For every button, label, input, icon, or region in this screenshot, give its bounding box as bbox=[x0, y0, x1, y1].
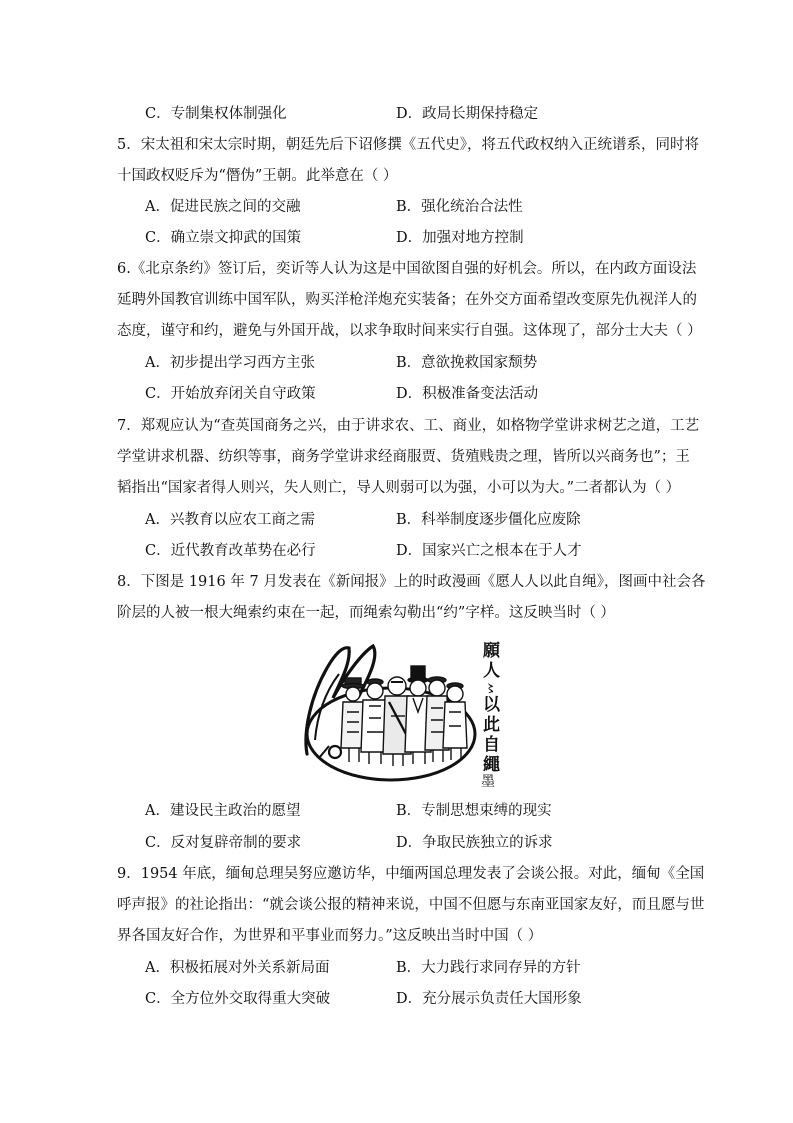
q5-option-d: D．加强对地方控制 bbox=[396, 230, 524, 246]
q4-option-c: C．专制集权体制强化 bbox=[145, 106, 287, 122]
q5-stem-line-2: 十国政权贬斥为“僭伪”王朝。此举意在（ ） bbox=[117, 168, 398, 184]
q6-stem-line-1: 6.《北京条约》签订后，奕䜣等人认为这是中国欲图自强的好机会。所以，在内政方面设法 bbox=[117, 261, 697, 277]
q6-option-a: A．初步提出学习西方主张 bbox=[145, 355, 315, 371]
q9-stem-line-2: 呼声报》的社论指出：“就会谈公报的精神来说，中国不但愿与东南亚国家友好，而且愿与世 bbox=[117, 897, 705, 913]
rope-tail bbox=[319, 746, 329, 758]
artist-signature: 墨 bbox=[481, 774, 495, 788]
q6-stem-line-2: 延聘外国教官训练中国军队，购买洋枪洋炮充实装备；在外交方面希望改变原先仇视洋人的 bbox=[117, 292, 697, 308]
cartoon-caption bbox=[482, 640, 501, 775]
caption-char-5: 此 bbox=[483, 715, 500, 735]
q7-option-a: A．兴教育以应农工商之需 bbox=[145, 512, 315, 528]
q5-stem-line-1: 5．宋太祖和宋太宗时期，朝廷先后下诏修撰《五代史》，将五代政权纳入正统谱系，同时将 bbox=[117, 137, 699, 153]
q8-option-a: A．建设民主政治的愿望 bbox=[145, 803, 301, 819]
q6-option-c: C．开始放弃闭关自守政策 bbox=[145, 386, 316, 402]
q5-option-a: A．促进民族之间的交融 bbox=[145, 199, 301, 215]
political-cartoon-figure bbox=[299, 636, 509, 788]
q6-option-b: B．意欲挽救国家颓势 bbox=[396, 355, 538, 371]
q9-option-c: C．全方位外交取得重大突破 bbox=[145, 991, 331, 1007]
q8-option-c: C．反对复辟帝制的要求 bbox=[145, 835, 302, 851]
q9-option-a: A．积极拓展对外关系新局面 bbox=[145, 960, 330, 976]
q9-stem-line-3: 界各国友好合作，为世界和平事业而努力。”这反映出当时中国（ ） bbox=[117, 928, 543, 944]
caption-char-4: 以 bbox=[483, 695, 500, 715]
q7-stem-line-2: 学堂讲求机器、纺织等事，商务学堂讲求经商服贾、货殖贱贵之理，皆所以兴商务也”；王 bbox=[117, 449, 690, 465]
q7-option-c: C．近代教育改革势在必行 bbox=[145, 543, 316, 559]
q5-option-b: B．强化统治合法性 bbox=[396, 199, 523, 215]
q7-stem-line-3: 韬指出“国家者得人则兴，失人则亡，导人则弱可以为强，小可以为大。”二者都认为（ ） bbox=[117, 480, 681, 496]
q7-option-d: D．国家兴亡之根本在于人才 bbox=[396, 543, 582, 559]
caption-char-3: 〻 bbox=[485, 682, 496, 695]
q9-stem-line-1: 9．1954 年底，缅甸总理吴努应邀访华，中缅两国总理发表了会谈公报。对此，缅甸《全国 bbox=[117, 866, 705, 882]
q8-option-d: D．争取民族独立的诉求 bbox=[396, 835, 553, 851]
caption-char-6: 自 bbox=[483, 735, 500, 755]
q8-option-b: B．专制思想束缚的现实 bbox=[396, 803, 552, 819]
q8-stem-line-1: 8．下图是 1916 年 7 月发表在《新闻报》上的时政漫画《愿人人以此自绳》，图画中社会各 bbox=[117, 574, 706, 590]
caption-char-7: 繩 bbox=[483, 755, 500, 775]
q9-option-b: B．大力践行求同存异的方针 bbox=[396, 960, 581, 976]
rope-knot bbox=[329, 746, 341, 758]
figures-group bbox=[341, 666, 467, 766]
q7-stem-line-1: 7．郑观应认为“查英国商务之兴，由于讲求农、工、商业，如格物学堂讲求树艺之道，工艺 bbox=[117, 418, 700, 434]
q6-stem-line-3: 态度，谨守和约，避免与外国开战，以求争取时间来实行自强。这体现了，部分士大夫（ ） bbox=[117, 323, 702, 339]
q9-option-d: D．充分展示负责任大国形象 bbox=[396, 991, 582, 1007]
q5-option-c: C．确立崇文抑武的国策 bbox=[145, 230, 302, 246]
q4-option-d: D．政局长期保持稳定 bbox=[396, 106, 539, 122]
q8-stem-line-2: 阶层的人被一根大绳索约束在一起，而绳索勾勒出“约”字样。这反映当时（ ） bbox=[117, 605, 615, 621]
cartoon-illustration bbox=[299, 636, 509, 788]
q6-option-d: D．积极准备变法活动 bbox=[396, 386, 539, 402]
caption-char-1: 願 bbox=[483, 641, 500, 661]
caption-char-2: 人 bbox=[483, 661, 500, 681]
q7-option-b: B．科举制度逐步僵化应废除 bbox=[396, 512, 581, 528]
